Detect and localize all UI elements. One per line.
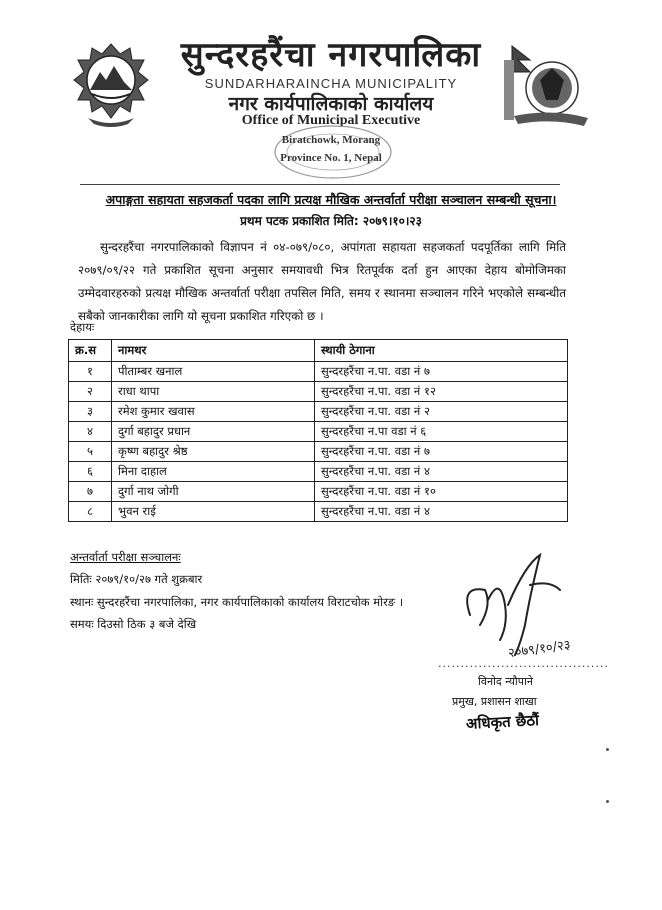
office-name-nepali: नगर कार्यपालिकाको कार्यालय xyxy=(228,93,434,115)
cell-serial: ८ xyxy=(69,502,112,522)
cell-name: कृष्ण बहादुर श्रेष्ठ xyxy=(112,442,315,462)
cell-address: सुन्दरहरैंचा न.पा. वडा नं ७ xyxy=(315,442,568,462)
header-name: नामथर xyxy=(112,340,315,362)
office-address-line1: Biratchowk, Morang xyxy=(281,134,381,146)
cell-serial: ५ xyxy=(69,442,112,462)
cell-serial: ७ xyxy=(69,482,112,502)
cell-name: भुवन राई xyxy=(112,502,315,522)
table-row xyxy=(69,362,568,382)
cell-address: सुन्दरहरैंचा न.पा. वडा नं १२ xyxy=(315,382,568,402)
notice-body-text: सुन्दरहरैंचा नगरपालिकाको विज्ञापन नं ०४-०७९/०८०, अपांगता सहायता सहजकर्ता पदपूर्तिका लागि मिति २०७९/०९/२२ गते प्रकाशित सूचना अनुसार समयावधी भित्र रितपूर्वक दर्ता हुन आएका देहाय बोमोजिमका उम्मेदवारहरुको प्रत्यक्ष मौखिक अन्तर्वार्ता परीक्षा तपसिल मिति, समय र स्थानमा सञ्चालन गरिने भएकोले सम्बन्धीत सबैको जानकारीका लागि यो सूचना प्रकाशित गरिएको छ । xyxy=(78,240,566,323)
exam-time: समयः दिउसो ठिक ३ बजे देखि xyxy=(70,617,197,631)
table-row xyxy=(69,462,568,482)
cell-name: पीताम्बर खनाल xyxy=(112,362,315,382)
cell-address: सुन्दरहरैंचा न.पा वडा नं ६ xyxy=(315,422,568,442)
publication-date: प्रथम पटक प्रकाशित मिति: २०७९।१०।२३ xyxy=(240,214,422,228)
municipality-name-nepali: सुन्दरहरैंचा नगरपालिका xyxy=(180,35,482,75)
cell-name: राधा थापा xyxy=(112,382,315,402)
cell-address: सुन्दरहरैंचा न.पा. वडा नं ७ xyxy=(315,362,568,382)
candidate-table xyxy=(68,339,568,522)
handwritten-date: २०७९/१०/२३ xyxy=(507,637,572,662)
cell-address: सुन्दरहरैंचा न.पा. वडा नं ४ xyxy=(315,502,568,522)
cell-address: सुन्दरहरैंचा न.पा. वडा नं २ xyxy=(315,402,568,422)
cell-serial: ३ xyxy=(69,402,112,422)
cell-address: सुन्दरहरैंचा न.पा. वडा नं ४ xyxy=(315,462,568,482)
cell-serial: १ xyxy=(69,362,112,382)
table-row xyxy=(69,402,568,422)
cell-address: सुन्दरहरैंचा न.पा. वडा नं १० xyxy=(315,482,568,502)
table-row xyxy=(69,502,568,522)
scan-speck xyxy=(606,800,609,803)
scan-speck xyxy=(606,748,609,751)
list-intro: देहायः xyxy=(70,320,95,334)
exam-place: स्थानः सुन्दरहरैंचा नगरपालिका, नगर कार्यपालिकाको कार्यालय विराटचोक मोरङ । xyxy=(70,595,404,609)
office-name-english: Office of Municipal Executive xyxy=(241,113,421,128)
cell-name: मिना दाहाल xyxy=(112,462,315,482)
municipality-name-english: SUNDARHARAINCHA MUNICIPALITY xyxy=(204,76,458,91)
cell-name: दुर्गा नाथ जोगी xyxy=(112,482,315,502)
table-row xyxy=(69,482,568,502)
cell-name: रमेश कुमार खवास xyxy=(112,402,315,422)
office-address-line2: Province No. 1, Nepal xyxy=(280,152,382,164)
signatory-designation: प्रमुख, प्रशासन शाखा xyxy=(452,695,537,708)
notice-body xyxy=(78,236,566,328)
cell-serial: २ xyxy=(69,382,112,402)
table-row xyxy=(69,382,568,402)
cell-serial: ६ xyxy=(69,462,112,482)
header-address: स्थायी ठेगाना xyxy=(315,340,568,362)
exam-section-title: अन्तर्वार्ता परीक्षा सञ्चालनः xyxy=(70,550,181,564)
notice-title: अपाङ्गता सहायता सहजकर्ता पदका लागि प्रत्यक्ष मौखिक अन्तर्वार्ता परीक्षा सञ्चालन सम्बन्धी सूचना। xyxy=(105,192,557,207)
header-divider xyxy=(80,184,560,185)
table-row xyxy=(69,422,568,442)
table-row xyxy=(69,442,568,462)
handwritten-signature xyxy=(430,545,610,675)
officer-stamp: अधिकृत छैठौं xyxy=(465,711,540,733)
table-header-row xyxy=(69,340,568,362)
cell-name: दुर्गा बहादुर प्रधान xyxy=(112,422,315,442)
header-serial: क्र.स xyxy=(69,340,112,362)
signatory-name: विनोद न्यौपाने xyxy=(478,675,533,688)
signature-line: ...................................... xyxy=(438,657,609,670)
cell-serial: ४ xyxy=(69,422,112,442)
exam-date: मितिः २०७९/१०/२७ गते शुक्रबार xyxy=(70,572,203,586)
